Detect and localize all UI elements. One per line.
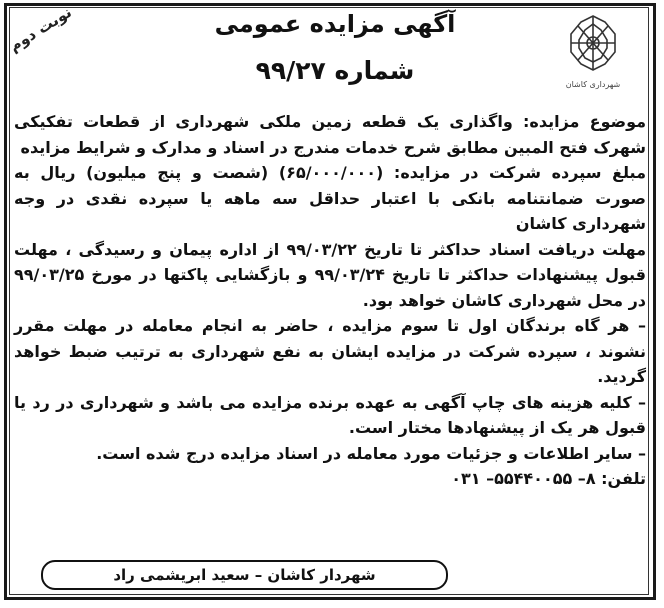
costs-clause: – کلیه هزینه های چاپ آگهی به عهده برنده مزایده می باشد و شهرداری در رد یا قبول هر یک از پیشنهادها مختار است. xyxy=(14,392,646,437)
page-title: آگهی مزایده عمومی xyxy=(214,10,456,38)
auction-subject: موضوع مزایده: واگذاری یک قطعه زمین ملکی شهرداری از قطعات تفکیکی شهرک فتح المبین مطابق شرح خدمات مندرج در اسناد و مدارک و شرایط مزایده xyxy=(14,112,646,157)
info-clause: – سایر اطلاعات و جزئیات مورد معامله در اسناد مزایده درج شده است. xyxy=(96,443,646,463)
winners-clause: – هر گاه برندگان اول تا سوم مزایده ، حاضر به انجام معامله در مهلت مقرر نشوند ، سپرده شرکت در مزایده ایشان به نفع شهرداری به ترتیب ضبط خواهد گردید. xyxy=(14,316,646,386)
deadlines-paragraph: مهلت دریافت اسناد حداکثر تا تاریخ ۹۹/۰۳/۲۲ از اداره پیمان و رسیدگی ، مهلت قبول پیشنهادات حداکثر تا تاریخ ۹۹/۰۳/۲۴ و بازگشایی پاکتها در مورخ ۹۹/۰۳/۲۵ در محل شهرداری کاشان خواهد بود. xyxy=(14,239,647,310)
deposit-paragraph: مبلغ سپرده شرکت در مزایده: (۶۵/۰۰۰/۰۰۰) (شصت و پنج میلیون) ریال به صورت ضمانتنامه بانکی با اعتبار حداقل سه ماهه یا سپرده نقدی در وجه شهرداری کاشان xyxy=(14,163,646,233)
mayor-signature: شهردار کاشان – سعید ابریشمی راد xyxy=(41,560,448,590)
phone-line: تلفن: ۸– ۵۵۴۴۰۰۵۵– ۰۳۱ xyxy=(451,469,646,488)
notice-number: شماره ۹۹/۲۷ xyxy=(255,56,415,85)
emblem-caption: شهرداری کاشان xyxy=(565,80,621,89)
kashan-municipality-emblem-icon xyxy=(553,12,633,90)
publication-round-badge: نوبت دوم xyxy=(6,3,75,56)
notice-body xyxy=(14,109,646,492)
